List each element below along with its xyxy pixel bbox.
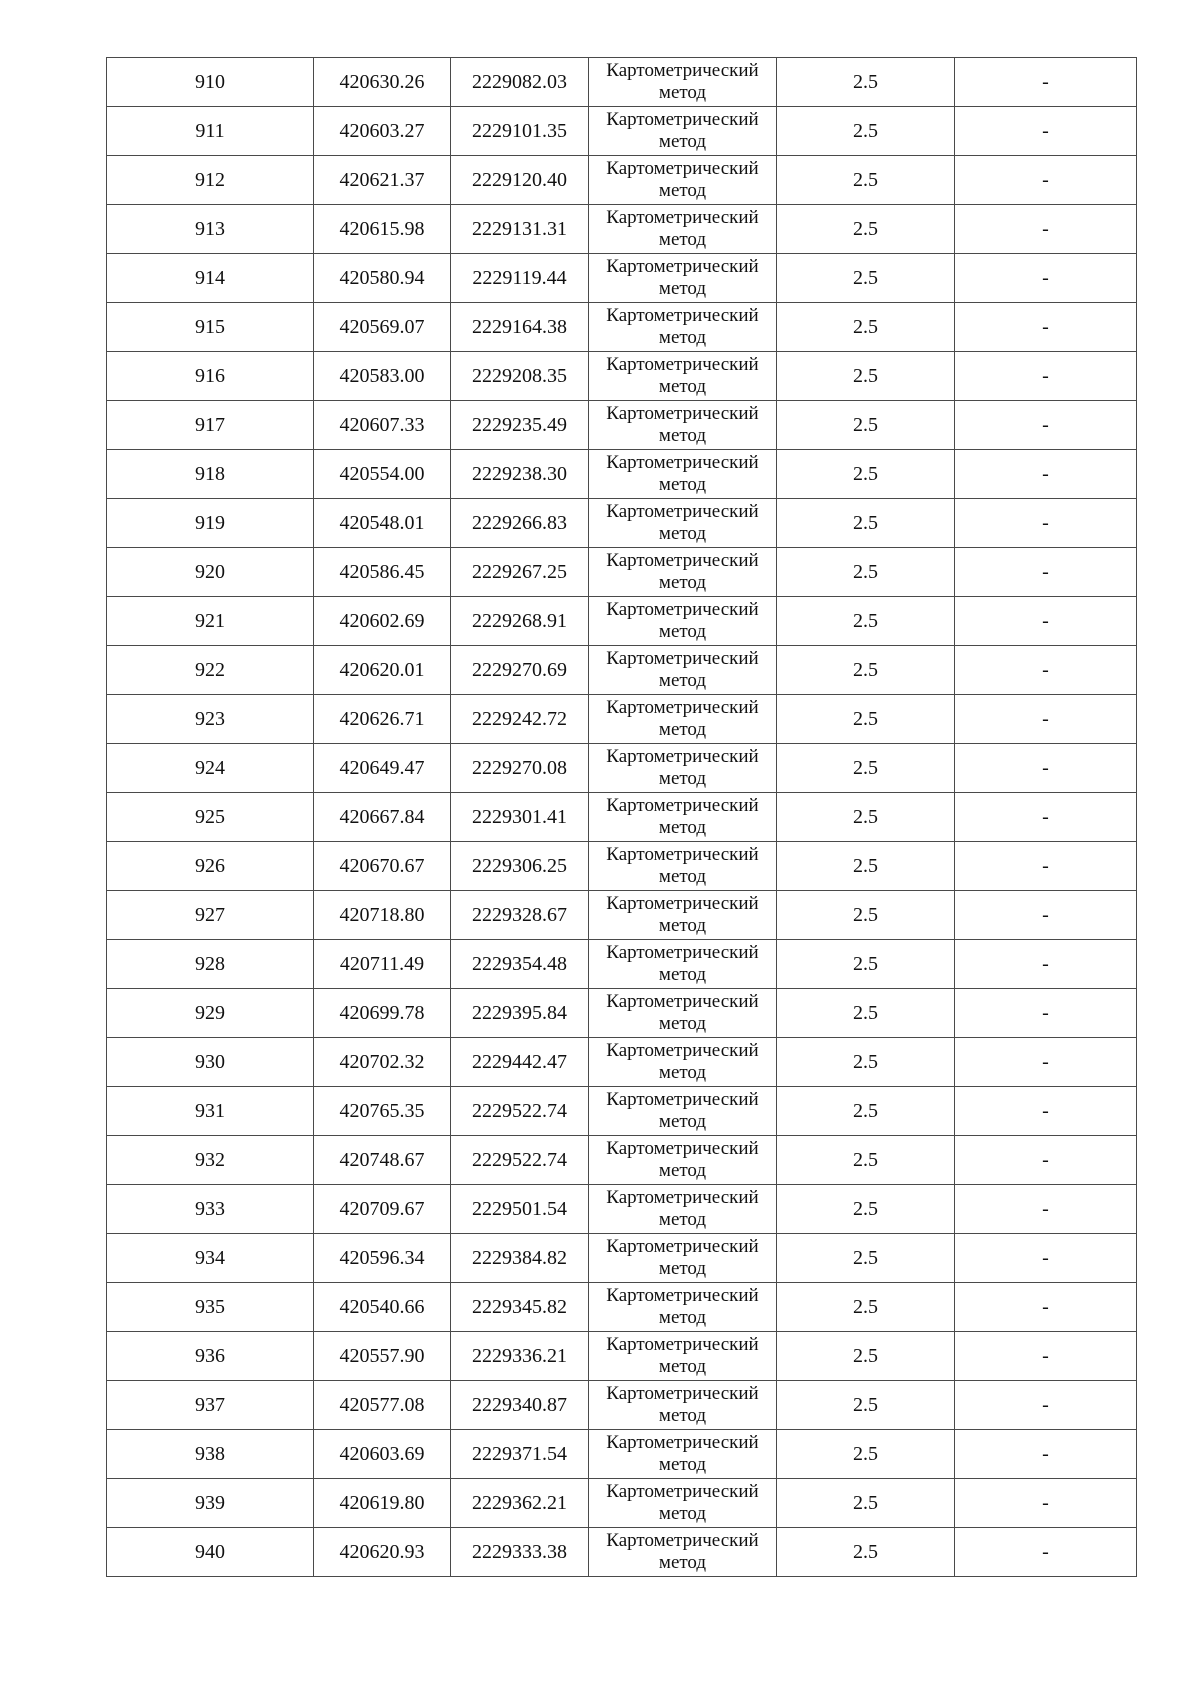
method-line-2: метод [658,1307,707,1328]
note-cell: - [955,793,1137,842]
point-number-cell: 918 [107,450,314,499]
table-row [107,1381,1137,1430]
point-number-cell: 937 [107,1381,314,1430]
method-line-2: метод [658,474,707,495]
point-number-cell: 914 [107,254,314,303]
table-row [107,156,1137,205]
table-row [107,597,1137,646]
method-line-1: Картометрический [606,1530,759,1551]
method-line-2: метод [658,523,707,544]
method-cell [589,205,777,254]
note-cell: - [955,695,1137,744]
x-coordinate-cell: 420620.93 [314,1528,451,1577]
method-cell [589,1283,777,1332]
point-number-cell: 916 [107,352,314,401]
accuracy-cell: 2.5 [777,401,955,450]
note-cell: - [955,205,1137,254]
point-number-cell: 911 [107,107,314,156]
method-cell [589,303,777,352]
method-cell [589,401,777,450]
method-line-2: метод [658,327,707,348]
y-coordinate-cell: 2229395.84 [451,989,589,1038]
note-cell: - [955,1479,1137,1528]
accuracy-cell: 2.5 [777,1528,955,1577]
accuracy-cell: 2.5 [777,940,955,989]
note-cell: - [955,1087,1137,1136]
y-coordinate-cell: 2229442.47 [451,1038,589,1087]
method-cell [589,1381,777,1430]
point-number-cell: 927 [107,891,314,940]
method-cell [589,499,777,548]
y-coordinate-cell: 2229328.67 [451,891,589,940]
x-coordinate-cell: 420709.67 [314,1185,451,1234]
x-coordinate-cell: 420586.45 [314,548,451,597]
method-line-1: Картометрический [606,60,759,81]
note-cell: - [955,156,1137,205]
note-cell: - [955,1283,1137,1332]
x-coordinate-cell: 420540.66 [314,1283,451,1332]
y-coordinate-cell: 2229336.21 [451,1332,589,1381]
y-coordinate-cell: 2229522.74 [451,1136,589,1185]
coordinates-table-body [107,58,1137,1577]
y-coordinate-cell: 2229131.31 [451,205,589,254]
note-cell: - [955,1381,1137,1430]
table-row [107,1528,1137,1577]
method-cell [589,1136,777,1185]
method-cell [589,1479,777,1528]
y-coordinate-cell: 2229362.21 [451,1479,589,1528]
method-line-1: Картометрический [606,697,759,718]
method-line-2: метод [658,1013,707,1034]
accuracy-cell: 2.5 [777,1479,955,1528]
method-line-1: Картометрический [606,844,759,865]
note-cell: - [955,450,1137,499]
method-cell [589,695,777,744]
accuracy-cell: 2.5 [777,303,955,352]
table-row [107,695,1137,744]
note-cell: - [955,548,1137,597]
note-cell: - [955,499,1137,548]
method-cell [589,254,777,303]
note-cell: - [955,744,1137,793]
x-coordinate-cell: 420580.94 [314,254,451,303]
note-cell: - [955,1038,1137,1087]
x-coordinate-cell: 420702.32 [314,1038,451,1087]
method-cell [589,450,777,499]
table-row [107,205,1137,254]
accuracy-cell: 2.5 [777,499,955,548]
table-row [107,303,1137,352]
accuracy-cell: 2.5 [777,548,955,597]
table-row [107,450,1137,499]
x-coordinate-cell: 420548.01 [314,499,451,548]
accuracy-cell: 2.5 [777,1087,955,1136]
method-line-2: метод [658,768,707,789]
x-coordinate-cell: 420711.49 [314,940,451,989]
method-line-1: Картометрический [606,452,759,473]
note-cell: - [955,107,1137,156]
accuracy-cell: 2.5 [777,646,955,695]
note-cell: - [955,58,1137,107]
table-row [107,499,1137,548]
method-line-1: Картометрический [606,1432,759,1453]
y-coordinate-cell: 2229235.49 [451,401,589,450]
note-cell: - [955,254,1137,303]
accuracy-cell: 2.5 [777,107,955,156]
point-number-cell: 910 [107,58,314,107]
accuracy-cell: 2.5 [777,695,955,744]
y-coordinate-cell: 2229340.87 [451,1381,589,1430]
method-cell [589,548,777,597]
method-cell [589,156,777,205]
note-cell: - [955,1185,1137,1234]
note-cell: - [955,891,1137,940]
point-number-cell: 921 [107,597,314,646]
point-number-cell: 939 [107,1479,314,1528]
table-row [107,1283,1137,1332]
y-coordinate-cell: 2229270.69 [451,646,589,695]
method-line-2: метод [658,278,707,299]
y-coordinate-cell: 2229242.72 [451,695,589,744]
method-line-1: Картометрический [606,599,759,620]
method-line-2: метод [658,1454,707,1475]
note-cell: - [955,1234,1137,1283]
method-line-2: метод [658,376,707,397]
x-coordinate-cell: 420620.01 [314,646,451,695]
method-line-1: Картометрический [606,1187,759,1208]
method-line-1: Картометрический [606,256,759,277]
method-line-2: метод [658,180,707,201]
method-line-2: метод [658,1209,707,1230]
method-cell [589,1185,777,1234]
x-coordinate-cell: 420583.00 [314,352,451,401]
y-coordinate-cell: 2229270.08 [451,744,589,793]
table-row [107,1038,1137,1087]
x-coordinate-cell: 420699.78 [314,989,451,1038]
table-row [107,1234,1137,1283]
point-number-cell: 934 [107,1234,314,1283]
method-line-1: Картометрический [606,746,759,767]
method-line-1: Картометрический [606,207,759,228]
y-coordinate-cell: 2229268.91 [451,597,589,646]
method-line-2: метод [658,229,707,250]
point-number-cell: 940 [107,1528,314,1577]
method-cell [589,1430,777,1479]
y-coordinate-cell: 2229101.35 [451,107,589,156]
method-line-1: Картометрический [606,1334,759,1355]
x-coordinate-cell: 420554.00 [314,450,451,499]
point-number-cell: 923 [107,695,314,744]
table-row [107,1185,1137,1234]
note-cell: - [955,1332,1137,1381]
y-coordinate-cell: 2229501.54 [451,1185,589,1234]
x-coordinate-cell: 420615.98 [314,205,451,254]
point-number-cell: 930 [107,1038,314,1087]
table-row [107,842,1137,891]
table-row [107,401,1137,450]
accuracy-cell: 2.5 [777,1332,955,1381]
table-row [107,254,1137,303]
x-coordinate-cell: 420621.37 [314,156,451,205]
table-row [107,548,1137,597]
x-coordinate-cell: 420602.69 [314,597,451,646]
method-cell [589,1234,777,1283]
method-cell [589,352,777,401]
method-line-1: Картометрический [606,550,759,571]
method-cell [589,793,777,842]
method-line-2: метод [658,866,707,887]
method-cell [589,891,777,940]
point-number-cell: 913 [107,205,314,254]
note-cell: - [955,352,1137,401]
x-coordinate-cell: 420718.80 [314,891,451,940]
accuracy-cell: 2.5 [777,1430,955,1479]
method-line-2: метод [658,425,707,446]
table-row [107,1087,1137,1136]
method-line-2: метод [658,1160,707,1181]
table-row [107,352,1137,401]
method-line-1: Картометрический [606,648,759,669]
method-cell [589,1528,777,1577]
method-line-1: Картометрический [606,795,759,816]
method-line-1: Картометрический [606,942,759,963]
y-coordinate-cell: 2229333.38 [451,1528,589,1577]
point-number-cell: 929 [107,989,314,1038]
table-row [107,1479,1137,1528]
point-number-cell: 932 [107,1136,314,1185]
accuracy-cell: 2.5 [777,1234,955,1283]
point-number-cell: 933 [107,1185,314,1234]
method-line-2: метод [658,131,707,152]
table-row [107,646,1137,695]
accuracy-cell: 2.5 [777,744,955,793]
y-coordinate-cell: 2229301.41 [451,793,589,842]
method-line-1: Картометрический [606,158,759,179]
table-row [107,744,1137,793]
method-cell [589,107,777,156]
coordinates-table [106,57,1137,1577]
note-cell: - [955,401,1137,450]
method-cell [589,1087,777,1136]
table-row [107,1332,1137,1381]
table-row [107,989,1137,1038]
y-coordinate-cell: 2229120.40 [451,156,589,205]
point-number-cell: 926 [107,842,314,891]
method-line-2: метод [658,621,707,642]
accuracy-cell: 2.5 [777,205,955,254]
method-line-2: метод [658,1356,707,1377]
method-line-2: метод [658,1062,707,1083]
y-coordinate-cell: 2229164.38 [451,303,589,352]
method-line-2: метод [658,719,707,740]
accuracy-cell: 2.5 [777,597,955,646]
method-line-2: метод [658,1503,707,1524]
x-coordinate-cell: 420765.35 [314,1087,451,1136]
method-line-1: Картометрический [606,893,759,914]
accuracy-cell: 2.5 [777,989,955,1038]
note-cell: - [955,597,1137,646]
method-line-1: Картометрический [606,403,759,424]
accuracy-cell: 2.5 [777,1038,955,1087]
accuracy-cell: 2.5 [777,352,955,401]
method-cell [589,744,777,793]
x-coordinate-cell: 420607.33 [314,401,451,450]
accuracy-cell: 2.5 [777,58,955,107]
y-coordinate-cell: 2229119.44 [451,254,589,303]
x-coordinate-cell: 420577.08 [314,1381,451,1430]
note-cell: - [955,1136,1137,1185]
method-cell [589,842,777,891]
x-coordinate-cell: 420630.26 [314,58,451,107]
note-cell: - [955,1430,1137,1479]
x-coordinate-cell: 420667.84 [314,793,451,842]
point-number-cell: 917 [107,401,314,450]
point-number-cell: 936 [107,1332,314,1381]
y-coordinate-cell: 2229306.25 [451,842,589,891]
y-coordinate-cell: 2229082.03 [451,58,589,107]
method-line-1: Картометрический [606,991,759,1012]
table-row [107,1136,1137,1185]
note-cell: - [955,1528,1137,1577]
method-line-2: метод [658,1111,707,1132]
table-row [107,107,1137,156]
accuracy-cell: 2.5 [777,450,955,499]
method-line-1: Картометрический [606,1089,759,1110]
x-coordinate-cell: 420569.07 [314,303,451,352]
method-cell [589,1332,777,1381]
table-row [107,940,1137,989]
table-row [107,793,1137,842]
table-row [107,891,1137,940]
point-number-cell: 915 [107,303,314,352]
y-coordinate-cell: 2229384.82 [451,1234,589,1283]
accuracy-cell: 2.5 [777,156,955,205]
note-cell: - [955,842,1137,891]
point-number-cell: 925 [107,793,314,842]
x-coordinate-cell: 420603.69 [314,1430,451,1479]
x-coordinate-cell: 420670.67 [314,842,451,891]
y-coordinate-cell: 2229267.25 [451,548,589,597]
note-cell: - [955,303,1137,352]
method-line-1: Картометрический [606,1285,759,1306]
y-coordinate-cell: 2229522.74 [451,1087,589,1136]
method-line-2: метод [658,1552,707,1573]
accuracy-cell: 2.5 [777,891,955,940]
method-line-1: Картометрический [606,1138,759,1159]
table-row [107,1430,1137,1479]
method-cell [589,989,777,1038]
method-line-2: метод [658,572,707,593]
method-line-1: Картометрический [606,305,759,326]
method-line-1: Картометрический [606,1040,759,1061]
x-coordinate-cell: 420596.34 [314,1234,451,1283]
x-coordinate-cell: 420748.67 [314,1136,451,1185]
point-number-cell: 922 [107,646,314,695]
y-coordinate-cell: 2229354.48 [451,940,589,989]
y-coordinate-cell: 2229238.30 [451,450,589,499]
y-coordinate-cell: 2229266.83 [451,499,589,548]
method-line-2: метод [658,82,707,103]
method-line-2: метод [658,1405,707,1426]
method-line-2: метод [658,915,707,936]
method-cell [589,58,777,107]
note-cell: - [955,940,1137,989]
method-line-1: Картометрический [606,1383,759,1404]
x-coordinate-cell: 420557.90 [314,1332,451,1381]
x-coordinate-cell: 420649.47 [314,744,451,793]
y-coordinate-cell: 2229208.35 [451,352,589,401]
accuracy-cell: 2.5 [777,793,955,842]
x-coordinate-cell: 420626.71 [314,695,451,744]
method-line-2: метод [658,817,707,838]
accuracy-cell: 2.5 [777,1283,955,1332]
method-line-2: метод [658,964,707,985]
accuracy-cell: 2.5 [777,842,955,891]
point-number-cell: 935 [107,1283,314,1332]
accuracy-cell: 2.5 [777,254,955,303]
x-coordinate-cell: 420619.80 [314,1479,451,1528]
table-row [107,58,1137,107]
method-line-2: метод [658,670,707,691]
y-coordinate-cell: 2229371.54 [451,1430,589,1479]
method-line-1: Картометрический [606,501,759,522]
point-number-cell: 924 [107,744,314,793]
point-number-cell: 912 [107,156,314,205]
method-cell [589,1038,777,1087]
y-coordinate-cell: 2229345.82 [451,1283,589,1332]
method-line-1: Картометрический [606,1236,759,1257]
accuracy-cell: 2.5 [777,1185,955,1234]
accuracy-cell: 2.5 [777,1381,955,1430]
point-number-cell: 919 [107,499,314,548]
point-number-cell: 931 [107,1087,314,1136]
accuracy-cell: 2.5 [777,1136,955,1185]
point-number-cell: 938 [107,1430,314,1479]
method-cell [589,646,777,695]
method-line-1: Картометрический [606,354,759,375]
method-line-1: Картометрический [606,109,759,130]
method-cell [589,597,777,646]
x-coordinate-cell: 420603.27 [314,107,451,156]
note-cell: - [955,989,1137,1038]
method-line-1: Картометрический [606,1481,759,1502]
method-line-2: метод [658,1258,707,1279]
note-cell: - [955,646,1137,695]
point-number-cell: 928 [107,940,314,989]
method-cell [589,940,777,989]
point-number-cell: 920 [107,548,314,597]
